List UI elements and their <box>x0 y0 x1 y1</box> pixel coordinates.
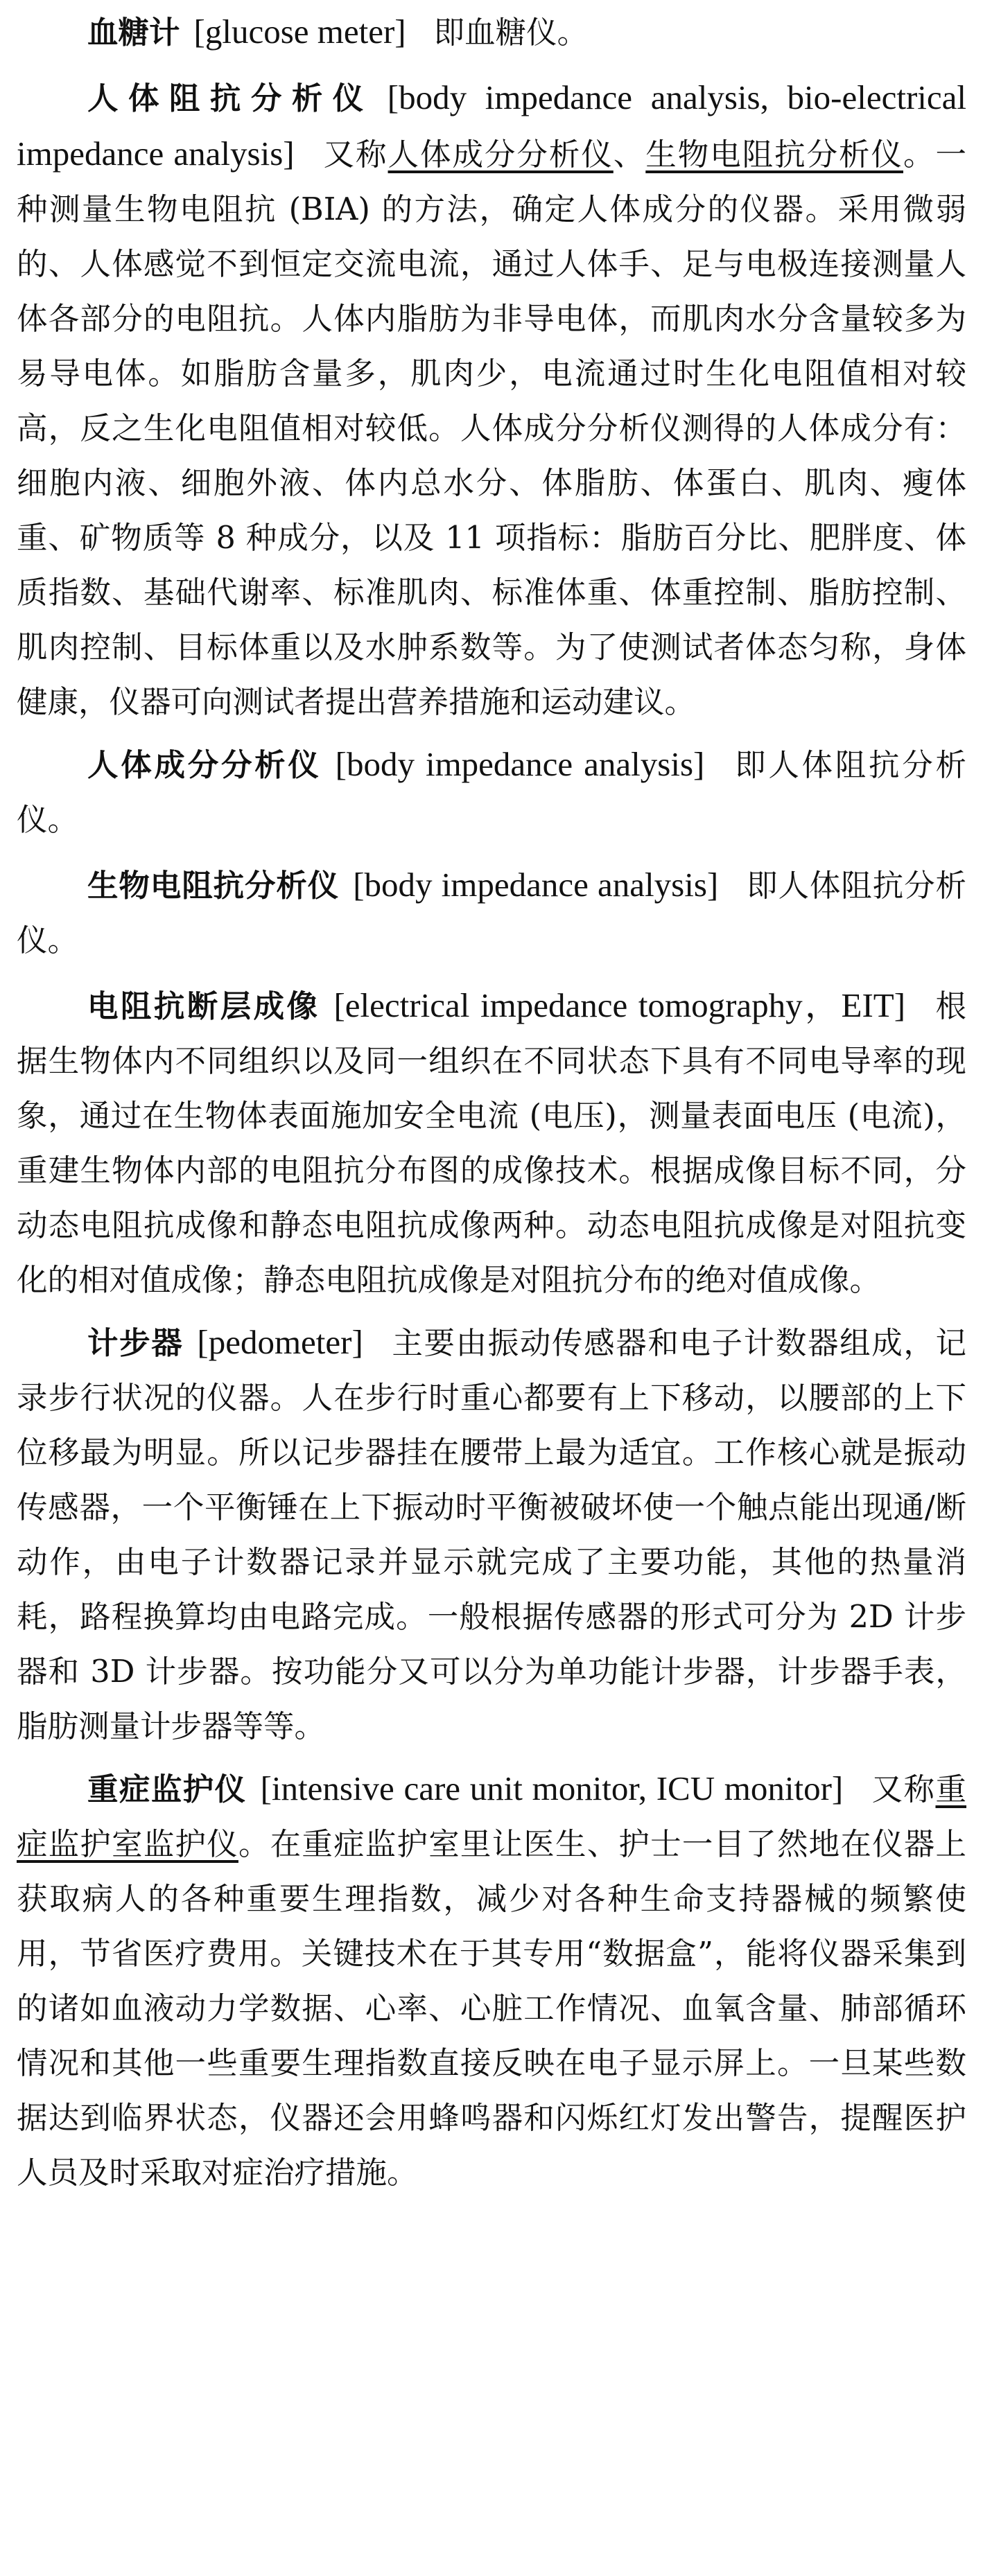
entry-definition-prefix: 又称 <box>322 137 388 173</box>
entry-alias-link[interactable]: 人体成分分析仪 <box>388 137 614 173</box>
entry-headword: 生物电阻抗分析仪 <box>87 868 340 904</box>
entry-headword: 人体成分分析仪 <box>87 748 322 783</box>
entry-headword: 电阻抗断层成像 <box>87 989 320 1024</box>
entry-electrical-impedance-tomography <box>17 978 966 1308</box>
entry-body-composition-analyzer <box>17 737 966 848</box>
entry-definition: 。在重症监护室里让医生、护士一目了然地在仪器上获取病人的各种重要生理指数，减少对各种生命支持器械的频繁使用，节省医疗费用。关键技术在于其专用“数据盒”，能将仪器采集到的诸如血液动力学数据、心率、心脏工作情况、血氧含量、肺部循环情况和其他一些重要生理指数直接反映在电子显示屏上。一旦某些数据达到临界状态，仪器还会用蜂鸣器和闪烁红灯发出警告，提醒医护人员及时采取对症治疗措施。 <box>17 1827 966 2191</box>
entry-glucose-meter <box>17 4 966 60</box>
entry-icu-monitor <box>17 1761 966 2200</box>
entry-definition: 主要由振动传感器和电子计数器组成，记录步行状况的仪器。人在步行时重心都要有上下移动，以腰部的上下位移最为明显。所以记步器挂在腰带上最为适宜。工作核心就是振动传感器，一个平衡锤在上下振动时平衡被破坏使一个触点能出现通/断动作，由电子计数器记录并显示就完成了主要功能，其他的热量消耗，路程换算均由电路完成。一般根据传感器的形式可分为 2D 计步器和 3D 计步器。按功能分又可以分为单功能计步器，计步器手表，脂肪测量计步器等等。 <box>17 1326 966 1744</box>
entry-definition: 根据生物体内不同组织以及同一组织在不同状态下具有不同电导率的现象，通过在生物体表面施加安全电流 (电压)，测量表面电压 (电流)，重建生物体内部的电阻抗分布图的成像技术。根据成像目标不同，分动态电阻抗成像和静态电阻抗成像两种。动态电阻抗成像是对阻抗变化的相对值成像；静态电阻抗成像是对阻抗分布的绝对值成像。 <box>17 989 966 1298</box>
entry-definition: 即血糖仪。 <box>433 15 589 51</box>
entry-bioelectrical-impedance-analyzer <box>17 857 966 968</box>
entry-alias-link[interactable]: 重症监护室监护仪 <box>17 1772 966 1862</box>
entry-headword: 计步器 <box>87 1326 184 1361</box>
entry-alias-link[interactable]: 生物电阻抗分析仪 <box>645 137 903 173</box>
dictionary-page <box>17 0 966 2207</box>
entry-english-term: [glucose meter] <box>193 12 406 51</box>
entry-english-term: [pedometer] <box>197 1323 363 1361</box>
entry-body-impedance-analyzer <box>17 70 966 730</box>
entry-english-term: [body impedance analysis] <box>353 866 719 904</box>
entry-definition: 即人体阻抗分析仪。 <box>17 868 966 958</box>
entry-english-term: [body impedance analysis, bio-electrical impedance analysis] <box>17 78 966 173</box>
entry-pedometer <box>17 1315 966 1754</box>
entry-english-term: [intensive care unit monitor, ICU monitor] <box>260 1769 844 1807</box>
entry-alias-separator: 、 <box>613 137 646 173</box>
entry-definition: 即人体阻抗分析仪。 <box>17 748 966 838</box>
entry-english-term: [electrical impedance tomography，EIT] <box>333 986 906 1024</box>
entry-headword: 人体阻抗分析仪 <box>87 81 374 116</box>
entry-headword: 重症监护仪 <box>87 1772 247 1807</box>
entry-definition: 。一种测量生物电阻抗 (BIA) 的方法，确定人体成分的仪器。采用微弱的、人体感觉不到恒定交流电流，通过人体手、足与电极连接测量人体各部分的电阻抗。人体内脂肪为非导电体，而肌肉水分含量较多为易导电体。如脂肪含量多，肌肉少，电流通过时生化电阻值相对较高，反之生化电阻值相对较低。人体成分分析仪测得的人体成分有：细胞内液、细胞外液、体内总水分、体脂肪、体蛋白、肌肉、瘦体重、矿物质等 8 种成分，以及 11 项指标：脂肪百分比、肥胖度、体质指数、基础代谢率、标准肌肉、标准体重、体重控制、脂肪控制、肌肉控制、目标体重以及水肿系数等。为了使测试者体态匀称，身体健康，仪器可向测试者提出营养措施和运动建议。 <box>17 137 966 720</box>
entry-headword: 血糖计 <box>87 15 180 51</box>
entry-definition-prefix: 又称 <box>871 1772 936 1807</box>
entry-english-term: [body impedance analysis] <box>335 745 705 783</box>
